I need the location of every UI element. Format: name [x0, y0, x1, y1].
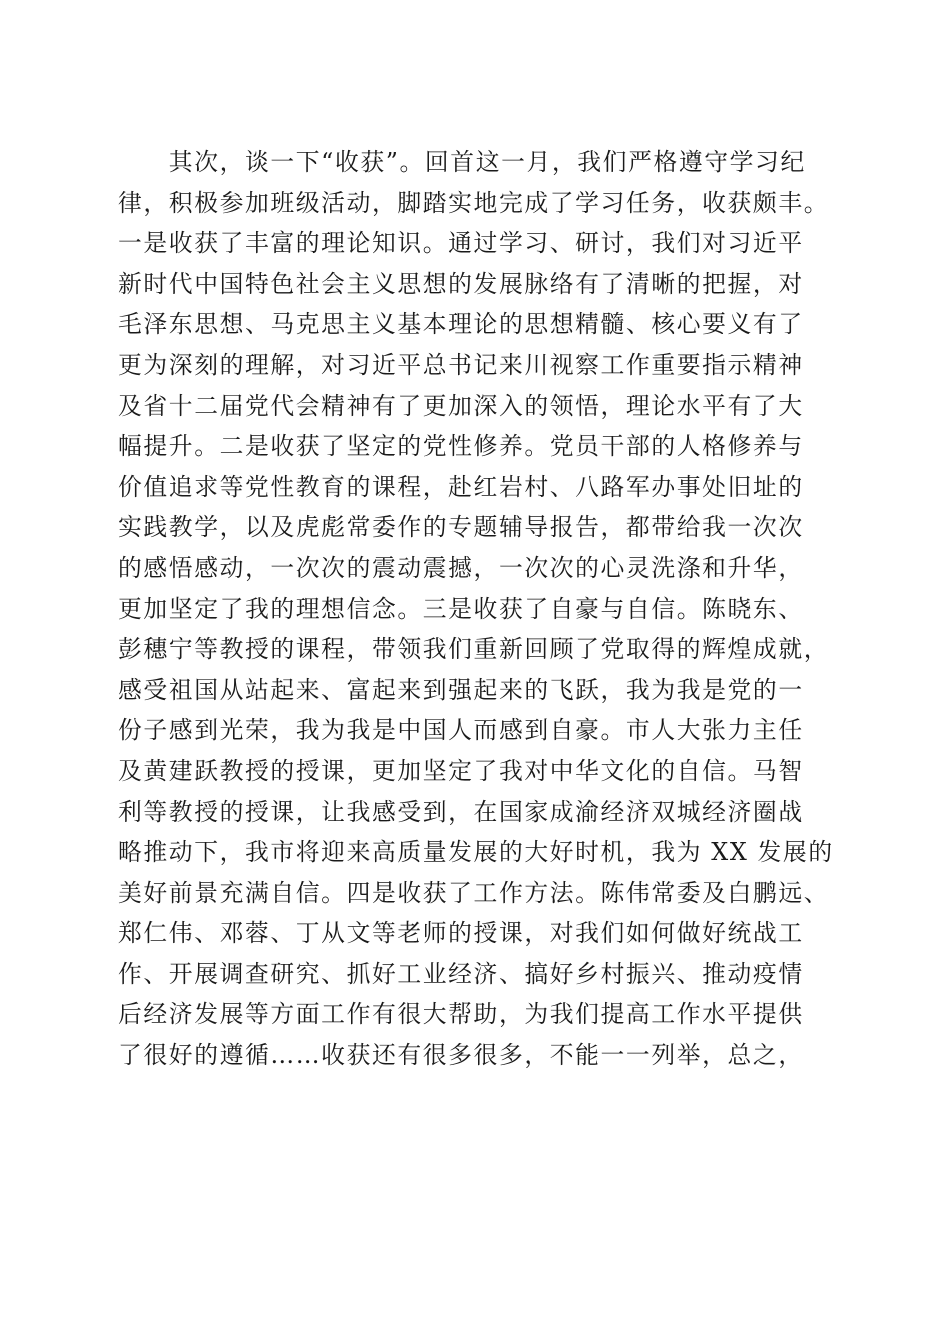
- paragraph-line-18: 略推动下，我市将迎来高质量发展的大好时机，我为 XX 发展的: [118, 838, 834, 867]
- paragraph-line-19: 美好前景充满自信。四是收获了工作方法。陈伟常委及白鹏远、: [118, 878, 830, 907]
- paragraph-line-7: 及省十二届党代会精神有了更加深入的领悟，理论水平有了大: [118, 391, 804, 420]
- paragraph-line-21: 作、开展调查研究、抓好工业经济、搞好乡村振兴、推动疫情: [118, 959, 804, 988]
- paragraph-line-2: 律，积极参加班级活动，脚踏实地完成了学习任务，收获颇丰。: [118, 188, 830, 217]
- paragraph-line-22: 后经济发展等方面工作有很大帮助，为我们提高工作水平提供: [118, 1000, 804, 1029]
- paragraph-line-12: 更加坚定了我的理想信念。三是收获了自豪与自信。陈晓东、: [118, 594, 804, 623]
- paragraph-line-6: 更为深刻的理解，对习近平总书记来川视察工作重要指示精神: [118, 350, 804, 379]
- paragraph-line-20: 郑仁伟、邓蓉、丁从文等老师的授课，对我们如何做好统战工: [118, 919, 804, 948]
- paragraph-line-9: 价值追求等党性教育的课程，赴红岩村、八路军办事处旧址的: [118, 472, 804, 501]
- paragraph-line-8: 幅提升。二是收获了坚定的党性修养。党员干部的人格修养与: [118, 432, 804, 461]
- paragraph-line-16: 及黄建跃教授的授课，更加坚定了我对中华文化的自信。马智: [118, 756, 804, 785]
- body-paragraph: [118, 142, 838, 1076]
- paragraph-line-14: 感受祖国从站起来、富起来到强起来的飞跃，我为我是党的一: [118, 675, 804, 704]
- paragraph-line-3: 一是收获了丰富的理论知识。通过学习、研讨，我们对习近平: [118, 229, 804, 258]
- paragraph-line-1: 其次，谈一下“收获”。回首这一月，我们严格遵守学习纪: [118, 148, 806, 176]
- paragraph-line-23: 了很好的遵循……收获还有很多很多，不能一一列举，总之，: [118, 1041, 804, 1070]
- paragraph-line-17: 利等教授的授课，让我感受到，在国家成渝经济双城经济圈战: [118, 797, 804, 826]
- paragraph-line-15: 份子感到光荣，我为我是中国人而感到自豪。市人大张力主任: [118, 716, 804, 745]
- paragraph-line-4: 新时代中国特色社会主义思想的发展脉络有了清晰的把握，对: [118, 269, 804, 298]
- paragraph-line-11: 的感悟感动，一次次的震动震撼，一次次的心灵洗涤和升华，: [118, 553, 804, 582]
- paragraph-line-13: 彭穗宁等教授的课程，带领我们重新回顾了党取得的辉煌成就，: [118, 635, 830, 664]
- paragraph-line-10: 实践教学，以及虎彪常委作的专题辅导报告，都带给我一次次: [118, 513, 804, 542]
- paragraph-line-5: 毛泽东思想、马克思主义基本理论的思想精髓、核心要义有了: [118, 310, 804, 339]
